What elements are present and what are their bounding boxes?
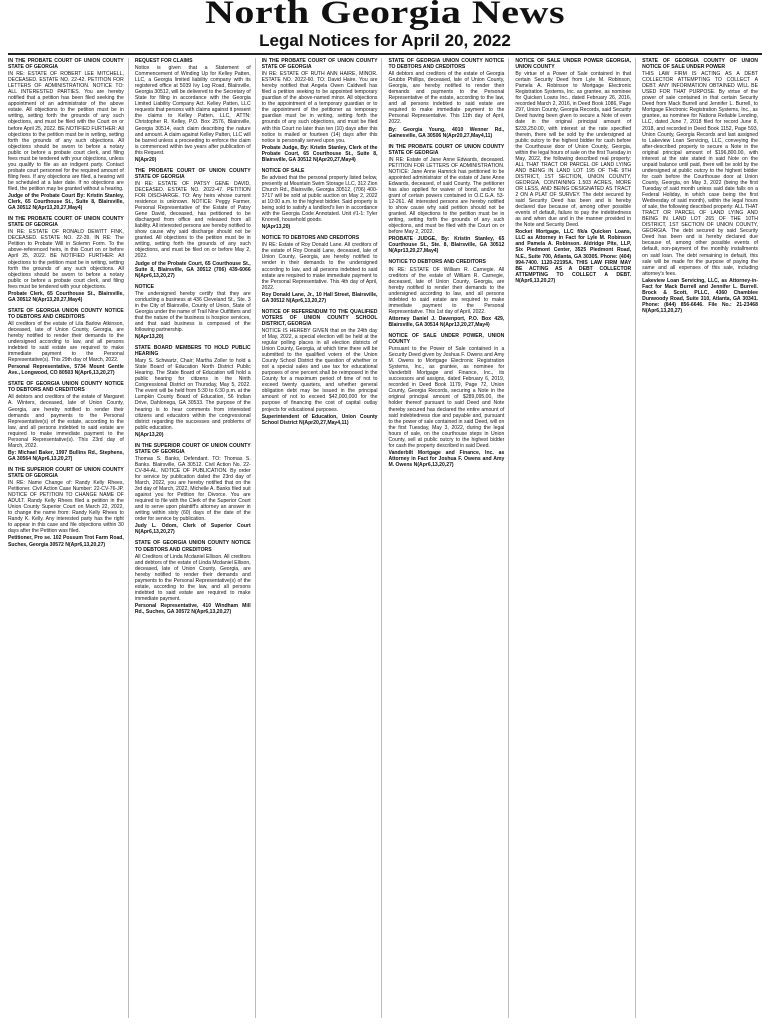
- notice-reference: Judy L. Odom, Clerk of Superior Court N(Apr6,13,20,27): [134, 523, 251, 536]
- column-3: [262, 58, 383, 1018]
- notice-body: IN RE: ESTATE OF RONALD DEWITT FINK, DECEASED. ESTATE NO. 22-39. IN RE: The Petition to Probate Will in Solemn Form. To the above-referenced heirs, in this Court on or before April 25, 2022. BE NOTIFIED FURTHER: All objections to the petition must be in writing, setting forth the grounds of any such objections. All objections should be sworn to before a notary public or before a probate court clerk, and filing fees must be tendered with your objections.: [8, 229, 124, 290]
- notice-reference: Personal Representative, 5734 Mount Gentle Ave., Longwood, CO 80503 N(Apr6,13,20,27): [8, 364, 124, 377]
- notice-body: IN RE: ESTATE OF PATSY GENE DAVID, DECEASED. ESTATE NO. 2022-47. PETITION FOR DISCHARGE. TO: Any heirs whose current residence is unknown. NOTICE: Peggy Farmer, Personal Representative of the Estate of Patsy Gene David, deceased, has petitioned to be discharged from office and released from all liability. All interested persons are hereby notified to show cause why said discharge should not be granted. All objections to the petition must be in writing, setting forth the grounds of any such objections, and must be filed on or before May 2, 2022.: [134, 180, 251, 260]
- legal-notice: [8, 216, 124, 303]
- legal-notice: [388, 333, 504, 468]
- notice-reference: Personal Representative, 410 Windham Mill Rd., Suches, GA 30572 N(Apr6,13,20,27): [134, 602, 251, 615]
- notice-body: THIS LAW FIRM IS ACTING AS A DEBT COLLECTOR ATTEMPTING TO COLLECT A DEBT. ANY INFORMATION OBTAINED WILL BE USED FOR THAT PURPOSE. By virtue of the power of sale contained in that certain Security Deed from Mack Burrell and Jennifer L. Burrell, to Mortgage Electronic Registration Systems, Inc., as grantee, as nominee for Nations Reliable Lending, LLC, dated June 7, 2018 filed for record June 8, 2018, and recorded in Deed Book 1152, Page 593, Union County, Georgia Records and last assigned to Lakeview Loan Servicing, LLC, conveying the after-described property to secure a Note in the original principal amount of $196,800.00, with interest at the rate stated in said Note on the unpaid balance until paid, there will be sold by the undersigned at public outcry to the highest bidder for cash before the Courthouse door at Union County, Georgia, on May 3, 2022 (being the first Tuesday of said month unless said date falls on a Federal Holiday, in which case being the first Wednesday of said month), within the legal hours of sale, the following described property: ALL THAT TRACT OR PARCEL OF LAND LYING AND BEING IN LAND LOT 265 OF THE 10TH DISTRICT, 1ST SECTION OF UNION COUNTY, GEORGIA. The debt secured by said Security Deed has been and is hereby declared due because of, among other possible events of default, non-payment of the monthly installments on said loan. The debt remaining in default, this sale will be made for the purpose of paying the same and all expenses of this sale, including attorney's fees.: [642, 71, 758, 277]
- notice-reference: Vanderbilt Mortgage and Finance, Inc. as Attorney in Fact for Joshua F. Owens and Amy M. Owens N(Apr6,13,20,27): [388, 449, 505, 468]
- notice-body: IN RE: Estate of Roy Donald Lane. All creditors of the estate of Roy Donald Lane, deceased, late of Union County, Georgia, are hereby notified to render in their demands to the undersigned according to law, and all persons indebted to said estate are required to make immediate payment to the Personal Representative. This 4th day of April, 2022.: [261, 242, 378, 291]
- notice-body: NOTICE IS HEREBY GIVEN that on the 24th day of May, 2022, a special election will be held at the regular polling places in all election districts of Union County, Georgia, at which time there will be submitted to the qualified voters of the Union County School District the question of whether or not a special sales and use tax for educational purposes of one percent shall be reimposed in the County for a maximum period of time of not to exceed twenty quarters, and whether general obligation debt may be issued in the principal amount of not to exceed $42,000,000 for the purpose of financing the cost of capital outlay projects for educational purposes.: [261, 327, 378, 413]
- legal-notice: [515, 58, 631, 284]
- legal-notice: [388, 58, 504, 139]
- notice-reference: Probate Judge, By: Kristin Stanley, Clerk of the Probate Court, 65 Courthouse St., Suite 8, Blairsville, GA 30512 N(Apr20,27,May4): [261, 144, 378, 163]
- column-6: [642, 58, 762, 1018]
- legal-notice: [8, 308, 124, 377]
- notice-body: By virtue of a Power of Sale contained in that certain Security Deed from Lyle M. Robinson, Pamela A. Robinson to Mortgage Electronic Registration Systems, Inc. as grantee, as nominee for Quicken Loans Inc., dated February 26, 2016, recorded March 2, 2016, in Deed Book 1086, Page 297, Union County, Georgia Records, said Security Deed having been given to secure a Note of even date in the original principal amount of $233,250.00, with interest at the rate specified therein, there will be sold by the undersigned at public outcry to the highest bidder for cash before the Courthouse door of Union County, Georgia, within the legal hours of sale on the first Tuesday in May, 2022, the following described real property: ALL THAT TRACT OR PARCEL OF LAND LYING AND BEING IN LAND LOT 195 OF THE 9TH DISTRICT, 1ST SECTION, UNION COUNTY, GEORGIA, CONTAINING 1.503 ACRES, MORE OR LESS, AND BEING DESIGNATED AS TRACT 2 ON A PLAT OF SURVEY. The debt secured by said Security Deed has been and is hereby declared due because of, among other possible events of default, failure to pay the indebtedness as and when due and in the manner provided in the Note and Security Deed.: [515, 71, 632, 229]
- notice-reference: N(Apr13,20): [134, 334, 164, 341]
- notice-body: IN RE: Estate of Jane Anne Edwards, deceased. PETITION FOR LETTERS OF ADMINISTRATION. NOTICE: Jane Anne Hamrick has petitioned to be appointed administrator of the estate of Jane Anne Edwards, deceased, of said County. The petitioner has also applied for waiver of bond, and/or for grant of certain powers contained in O.C.G.A. 53-12-261. All interested persons are hereby notified to show cause why said petition should not be granted. All objections to the petition must be in writing, setting forth the grounds of any such objections, and must be filed with the Court on or before May 2, 2022.: [388, 156, 505, 236]
- notice-title: REQUEST FOR CLAIMS: [134, 58, 193, 64]
- notice-title: NOTICE TO DEBTORS AND CREDITORS: [261, 235, 360, 242]
- notice-title: STATE OF GEORGIA UNION COUNTY NOTICE TO DEBTORS AND CREDITORS: [8, 381, 124, 394]
- legal-notice: [135, 345, 251, 438]
- notice-body: IN RE: ESTATE OF RUTH ANN HAIRE, MINOR. ESTATE NO. 2022-60. TO: David Haire. You are hereby notified that Angela Owen Caldwell has filed a petition seeking to be appointed temporary guardian of the above-named minor. All objections to the appointment of a temporary guardian or to the appointment of the petitioner as temporary guardian must be in writing, setting forth the grounds of any such objections, and must be filed with this Court no later than ten (10) days after this notice is mailed or fourteen (14) days after this notice is personally served upon you.: [261, 71, 378, 144]
- notice-reference: By: Georgia Young, 4010 Wenner Rd., Gainesville, GA 30506 N(Apr20,27,May4,11): [388, 126, 505, 139]
- notice-body: Mary S. Schwartz, Chair; Martha Zoller to hold a State Board of Education North District Public Hearing. The State Board of Education will hold a public hearing for citizens in the Ninth Congressional District on Thursday, May 5, 2022. The event will be held from 5:30 to 6:30 p.m. at the Lumpkin County Board of Education, 56 Indian Drive, Dahlonega, GA 30533. The purpose of the hearing is to hear comments from interested citizens and educators within the congressional district regarding the successes and problems of public education.: [134, 358, 251, 431]
- notice-body: All creditors of the estate of Lila Barlow Atkinson, deceased, late of Union County, Georgia, are hereby notified to render their demands to the undersigned according to law, and all persons indebted to said estate are required to make immediate payment to the Personal Representative(s). This 29th day of March, 2022.: [8, 320, 124, 364]
- column-1: [8, 58, 129, 1018]
- legal-notice: [8, 58, 124, 211]
- notice-title: STATE OF GEORGIA UNION COUNTY NOTICE TO DEBTORS AND CREDITORS: [134, 540, 251, 553]
- notice-reference: Judge of the Probate Court By: Kristin Stanley, Clerk, 65 Courthouse St., Suite 8, Blairsville, GA 30512 N(Apr13,20,27,May4): [8, 193, 124, 212]
- legal-notice: [135, 443, 251, 536]
- column-2: [135, 58, 256, 1018]
- legal-notice: [262, 309, 378, 426]
- notice-reference: PROBATE JUDGE, By: Kristin Stanley, 65 Courthouse St., Ste. 8, Blairsville, GA 30512 N(Apr13,20,27,May4): [388, 236, 505, 255]
- notice-reference: Petitioner, Pro se. 102 Possum Trot Farm Road, Suches, Georgia 30572 N(Apr6,13,20,27): [8, 535, 124, 548]
- notice-reference: Rocket Mortgage, LLC f/k/a Quicken Loans, LLC as Attorney in Fact for Lyle M. Robinson and Pamela A. Robinson. Aldridge Pite, LLP, Six Piedmont Center, 3525 Piedmont Road, N.E., Suite 700, Atlanta, GA 30305. Phone: (404) 994-7400. 1120-22195A. THIS LAW FIRM MAY BE ACTING AS A DEBT COLLECTOR ATTEMPTING TO COLLECT A DEBT. N(Apr6,13,20,27): [515, 229, 632, 284]
- notice-title: THE PROBATE COURT OF UNION COUNTY STATE OF GEORGIA: [134, 167, 251, 180]
- masthead: [0, 0, 770, 30]
- header-divider: [8, 53, 762, 55]
- notice-title: NOTICE OF SALE UNDER POWER GEORGIA, UNION COUNTY: [515, 58, 632, 71]
- notice-title: NOTICE OF SALE UNDER POWER, UNION COUNTY: [388, 332, 505, 346]
- legal-notice: [262, 235, 378, 304]
- notice-reference: Attorney Daniel J. Davenport, P.O. Box 429, Blairsville, GA 30514 N(Apr13,20,27,May4): [388, 315, 505, 328]
- legal-notice: [388, 259, 504, 328]
- notice-body: IN RE: ESTATE OF William R. Carnegie. All creditors of the estate of William R. Carnegie, deceased, late of Union County, Georgia, are hereby notified to render their demands to the undersigned according to law, and all persons indebted to said estate are required to make immediate payment to the Personal Representative. This 1st day of April, 2022.: [388, 266, 505, 315]
- notice-body: All debtors and creditors of the estate of Margaret A. Winters, deceased, late of Union County, Georgia, are hereby notified to render their demands and payments to the Personal Representative(s) of the estate, according to the law, and all persons indebted to said estate are required to make immediate payment to the Personal Representative(s). This 23rd day of March, 2022.: [8, 394, 124, 449]
- legal-notice: [8, 381, 124, 462]
- notice-reference: Lakeview Loan Servicing, LLC, as Attorney-in-Fact for Mack Burrell and Jennifer L. Burrell. Brock & Scott, PLLC, 4360 Chamblee Dunwoody Road, Suite 310, Atlanta, GA 30341. Phone: (844) 856-6646. File No.: 21-23468 N(Apr6,13,20,27): [642, 277, 758, 314]
- notice-body: All debtors and creditors of the estate of Georgia Grubbs Phillips, deceased, late of Union County, Georgia, are hereby notified to render their demands and payments to the Personal Representative of the estate, according to the law, and all persons indebted to said estate are required to make immediate payment to the Personal Representative. This 11th day of April, 2022.: [388, 71, 505, 126]
- notice-reference: By: Michael Baker, 1997 Bullins Rd., Stephens, GA 30564 N(Apr6,13,20,27): [8, 449, 124, 462]
- notice-title: NOTICE OF REFERENDUM TO THE QUALIFIED VOTERS OF UNION COUNTY SCHOOL DISTRICT, GEORGIA: [261, 308, 378, 327]
- notice-reference: Probate Clerk, 65 Courthouse St., Blairsville, GA 30512 N(Apr13,20,27,May4): [8, 290, 124, 303]
- notice-body: The undersigned hereby certify that they are conducting a business at 436 Cleveland St., Ste. 3 in the City of Blairsville, County of Union, State of Georgia under the name of Trail Nine Outfitters and that the nature of the business is hospice services, and that said business is composed of the following partnership.: [134, 290, 251, 333]
- notice-body: Pursuant to the Power of Sale contained in a Security Deed given by Joshua F. Owens and Amy M. Owens to Mortgage Electronic Registration Systems, Inc., as grantee, as nominee for Vanderbilt Mortgage and Finance, Inc., its successors and assigns, dated February 6, 2019, recorded in Deed Book 1179, Page 72, Union County, Georgia Records, securing a Note in the original principal amount of $289,095.00, the holder thereof pursuant to said Deed and Note thereby secured has declared the entire amount of said indebtedness due and payable and, pursuant to the power of sale contained in said Deed, will on the first Tuesday, May 3, 2022, during the legal hours of sale, on the courthouse steps in Union County, sell at public outcry to the highest bidder for cash the property described in said Deed.: [388, 346, 505, 449]
- notice-body: IN RE: ESTATE OF ROBERT LEE MITCHELL, DECEASED. ESTATE NO. 22-42. PETITION FOR LETTERS OF ADMINISTRATION. NOTICE TO: ALL INTERESTED PARTIES. You are hereby notified that a petition has been filed seeking the appointment of an administrator of the above estate. All objections to the petition must be in writing, setting forth the grounds of any such objections, and must be filed with the Court on or before April 25, 2022. BE NOTIFIED FURTHER: All objections to the petition must be in writing, setting forth the grounds of any such objections. All objections should be sworn to before a notary public or before a probate court clerk, and filing fees must be tendered with your objections, unless you qualify to file as an indigent party. Contact probate court personnel for the required amount of filing fees. If any objections are filed, a hearing will be scheduled at a later date. If no objections are filed, the petition may be granted without a hearing.: [8, 71, 124, 192]
- legal-notice: [262, 58, 378, 163]
- notice-title: STATE OF GEORGIA UNION COUNTY NOTICE TO DEBTORS AND CREDITORS: [8, 307, 124, 320]
- notice-body: All Creditors of Linda Mcdaniel Ellison. All creditors and debtors of the estate of Linda Mcdaniel Ellison, deceased, late of Union County, Georgia, are hereby notified to render their demands and payments to the Personal Representative(s) of the estate, according to the law, and all persons indebted to said estate are required to make immediate payment.: [134, 553, 251, 602]
- legal-notice: [135, 58, 251, 163]
- notice-title: IN THE SUPERIOR COURT OF UNION COUNTY STATE OF GEORGIA: [134, 442, 251, 455]
- notice-title: NOTICE: [134, 283, 155, 290]
- notice-title: NOTICE TO DEBTORS AND CREDITORS: [388, 259, 486, 266]
- legal-notice: [8, 467, 124, 548]
- newspaper-title: North Georgia News: [204, 0, 566, 31]
- notice-reference: Judge of the Probate Court, 65 Courthouse St., Suite 8, Blairsville, GA 30512 (706) 439-6066 N(Apr6,13,20,27): [134, 260, 251, 279]
- legal-notice: [262, 168, 378, 230]
- legal-notice: [135, 284, 251, 340]
- notice-title: STATE BOARD MEMBERS TO HOLD PUBLIC HEARING: [134, 345, 251, 358]
- notice-body: IN RE: Name Change of: Randy Kelly Rhees, Petitioner. Civil Action Case Number: 22-CV-76-JP. NOTICE OF PETITION TO CHANGE NAME OF ADULT. Randy Kelly Rhees filed a petition in the Union County Superior Court on March 22, 2022, to change the name from: Randy Kelly Rhees to Randy K. Kelly. Any interested party has the right to appear in this case and file objections within 30 days after the Petition was filed.: [8, 480, 124, 535]
- notice-title: IN THE PROBATE COURT OF UNION COUNTY STATE OF GEORGIA: [261, 58, 378, 71]
- notice-body: Thomas S. Banks, Defendant. TO: Thomas S. Banks. Blairsville, GA 30512. Civil Action No. 22-CV-84-AL. NOTICE OF PUBLICATION. By order for service by publication dated the 23rd day of March, 2022, you are hereby notified that on the 3rd day of March, 2022, Michelle A. Banks filed suit against you for Petition for Divorce. You are required to file with the Clerk of the Superior Court and to serve upon plaintiff's attorney an answer in writing within sixty (60) days of the date of the order for service by publication.: [134, 455, 251, 523]
- legal-notice: [135, 540, 251, 615]
- notice-title: STATE OF GEORGIA COUNTY OF UNION NOTICE OF SALE UNDER POWER: [642, 58, 758, 71]
- notice-reference: N(Apr20): [134, 156, 157, 163]
- notice-title: IN THE PROBATE COURT OF UNION COUNTY STATE OF GEORGIA: [8, 216, 124, 229]
- column-4: [388, 58, 509, 1018]
- legal-notice: [642, 58, 758, 314]
- column-5: [515, 58, 636, 1018]
- notice-title: IN THE SUPERIOR COURT OF UNION COUNTY STATE OF GEORGIA: [8, 466, 124, 479]
- notice-title: IN THE PROBATE COURT OF UNION COUNTY STATE OF GEORGIA: [388, 143, 505, 156]
- legal-notices-columns: [8, 58, 762, 1018]
- notice-title: NOTICE OF SALE: [261, 167, 305, 174]
- notice-title: STATE OF GEORGIA UNION COUNTY NOTICE TO DEBTORS AND CREDITORS: [388, 58, 505, 71]
- page-subtitle: Legal Notices for April 20, 2022: [259, 31, 511, 50]
- notice-body: Notice is given that a Statement of Commencement of Winding Up for Kelley Patten, LLC, a Georgia limited liability company with its registered office at 5039 Ivy Log Road, Blairsville, Georgia 30512, will be delivered to the Secretary of State for filing in accordance with the Georgia Limited Liability Company Act. Kelley Patten, LLC requests that persons with claims against it present the claims to Kelley Patten, LLC, ATTN: Christopher R. Kelley, P.O. Box 2576, Blairsville, Georgia 30514, each claim describing the nature and amount. A claim against Kelley Patten, LLC will be barred unless a proceeding to enforce the claim is commenced within two years after publication of this Request.: [134, 65, 251, 156]
- notice-body: Be advised that the personal property listed below, presently at Mountain Swim Storage LLC, 312 Zion Church Rd., Blairsville, Georgia 30512, (706) 400-3717 will be sold at public auction on May 2, 2022 at 10:00 a.m. to the highest bidder. Said property is being sold to satisfy a landlord's lien in accordance with the Georgia Code Annotated. Unit #1-1: Tyler Knorrell, household goods.: [261, 174, 378, 224]
- notice-reference: Superintendent of Education, Union County School District N(Apr20,27,May4,11): [261, 413, 378, 426]
- legal-notice: [388, 144, 504, 255]
- legal-notice: [135, 168, 251, 279]
- notice-title: IN THE PROBATE COURT OF UNION COUNTY STATE OF GEORGIA: [8, 58, 124, 71]
- notice-reference: N(Apr13,20): [134, 431, 164, 438]
- notice-reference: N(Apr13,20): [261, 224, 291, 231]
- notice-reference: Roy Donald Lane, Jr., 10 Hall Street, Blairsville, GA 30512 N(Apr6,13,20,27): [261, 291, 378, 304]
